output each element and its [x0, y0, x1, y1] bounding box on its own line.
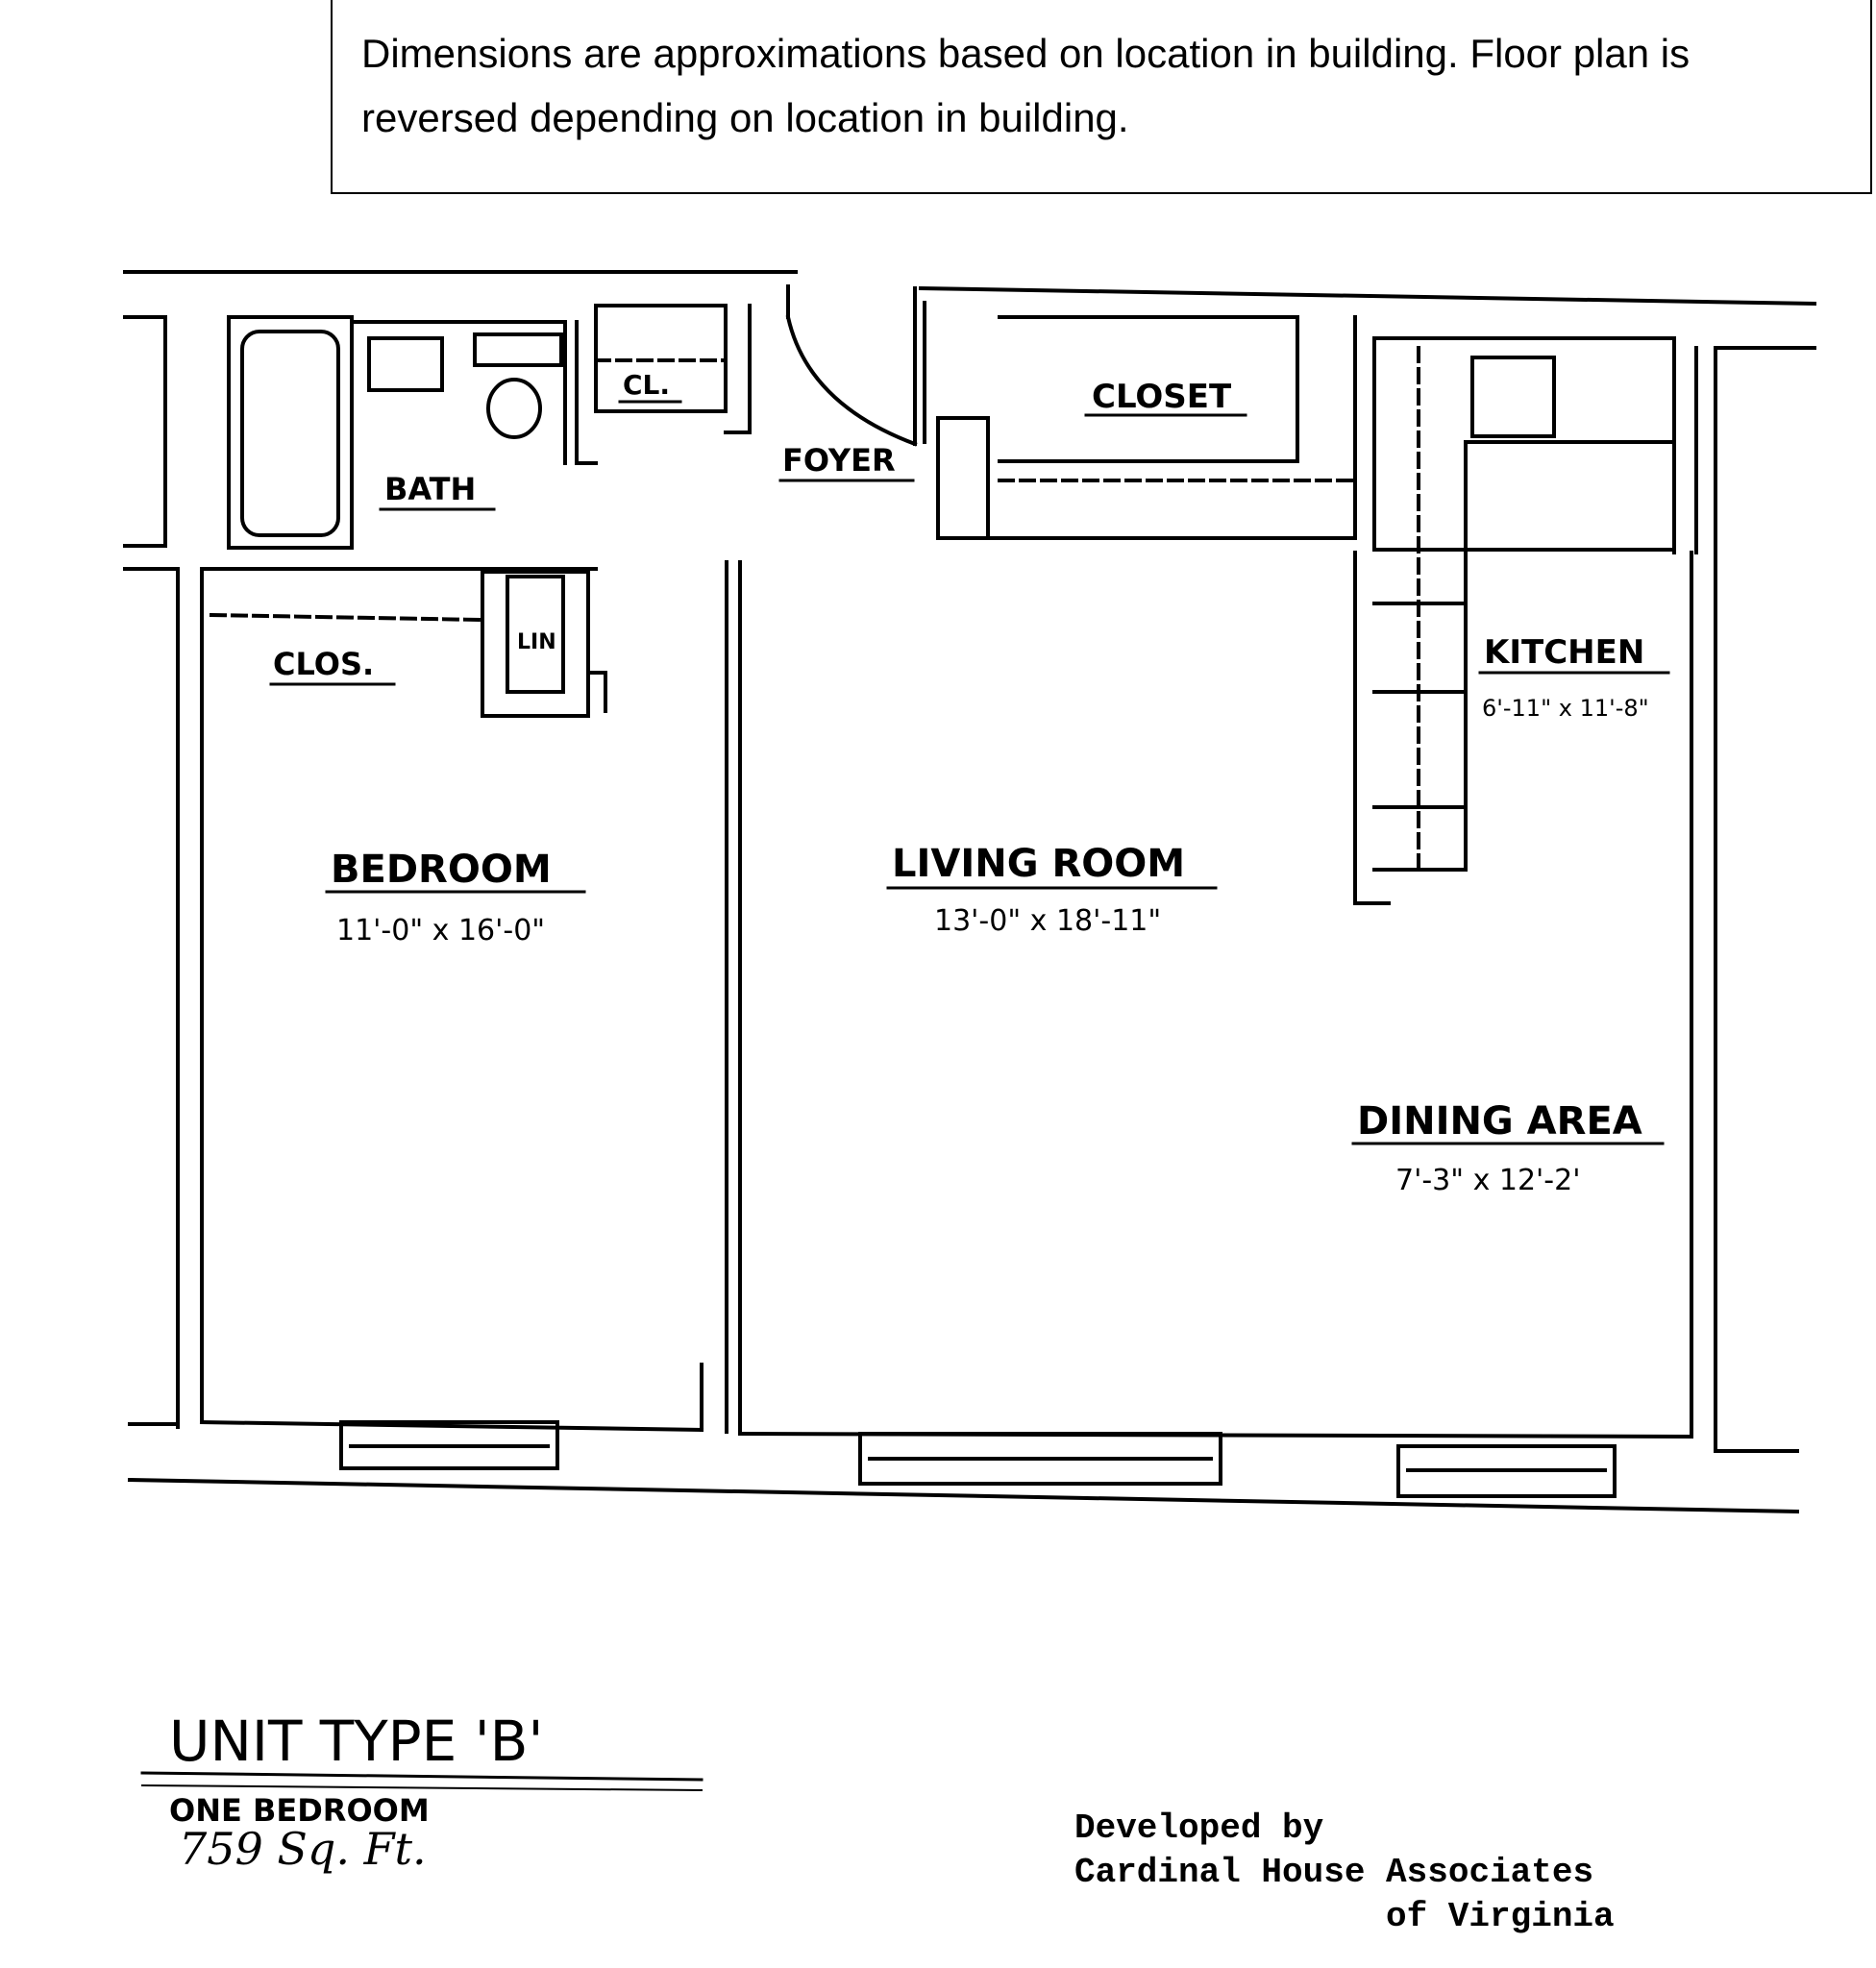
- bathtub: [242, 332, 338, 535]
- bath-sink: [369, 338, 442, 390]
- credit-line-2: Cardinal House Associates: [1074, 1853, 1594, 1892]
- toilet-tank: [475, 334, 561, 365]
- toilet-bowl: [488, 380, 540, 437]
- credit-line-3: of Virginia: [1386, 1897, 1615, 1936]
- label-linen: LIN: [517, 630, 556, 654]
- kitchen-fridge: [1472, 357, 1554, 436]
- unit-title-underline-1: [142, 1773, 702, 1780]
- disclaimer-line-1: Dimensions are approximations based on location in building. Floor plan is: [361, 31, 1691, 76]
- unit-subtitle: ONE BEDROOM: [169, 1792, 430, 1829]
- dim-bedroom: 11'-0" x 16'-0": [336, 914, 546, 947]
- dim-living-room: 13'-0" x 18'-11": [934, 904, 1162, 938]
- label-bedroom-closet: CLOS.: [273, 646, 375, 682]
- label-bath: BATH: [384, 471, 477, 507]
- credit-line-1: Developed by: [1074, 1808, 1324, 1848]
- dim-dining-area: 7'-3" x 12'-2': [1395, 1164, 1581, 1197]
- disclaimer-line-2: reversed depending on location in building.: [361, 95, 1129, 140]
- label-kitchen: KITCHEN: [1484, 633, 1645, 672]
- unit-area: 759 Sq. Ft.: [179, 1823, 427, 1875]
- unit-type-title: UNIT TYPE 'B': [169, 1709, 544, 1774]
- label-foyer: FOYER: [782, 442, 896, 479]
- foyer-door-swing: [788, 317, 915, 444]
- exterior-wall-top-right: [921, 288, 1814, 304]
- label-bedroom: BEDROOM: [331, 848, 552, 892]
- unit-title-underline-2: [142, 1785, 702, 1790]
- dim-kitchen: 6'-11" x 11'-8": [1482, 695, 1649, 722]
- label-living-room: LIVING ROOM: [892, 842, 1186, 886]
- bedroom-closet-rod: [211, 615, 481, 620]
- label-dining-area: DINING AREA: [1357, 1099, 1642, 1144]
- label-closet: CLOSET: [1092, 378, 1232, 416]
- label-hall-closet: CL.: [623, 369, 671, 401]
- bath-block-outline: [229, 317, 352, 548]
